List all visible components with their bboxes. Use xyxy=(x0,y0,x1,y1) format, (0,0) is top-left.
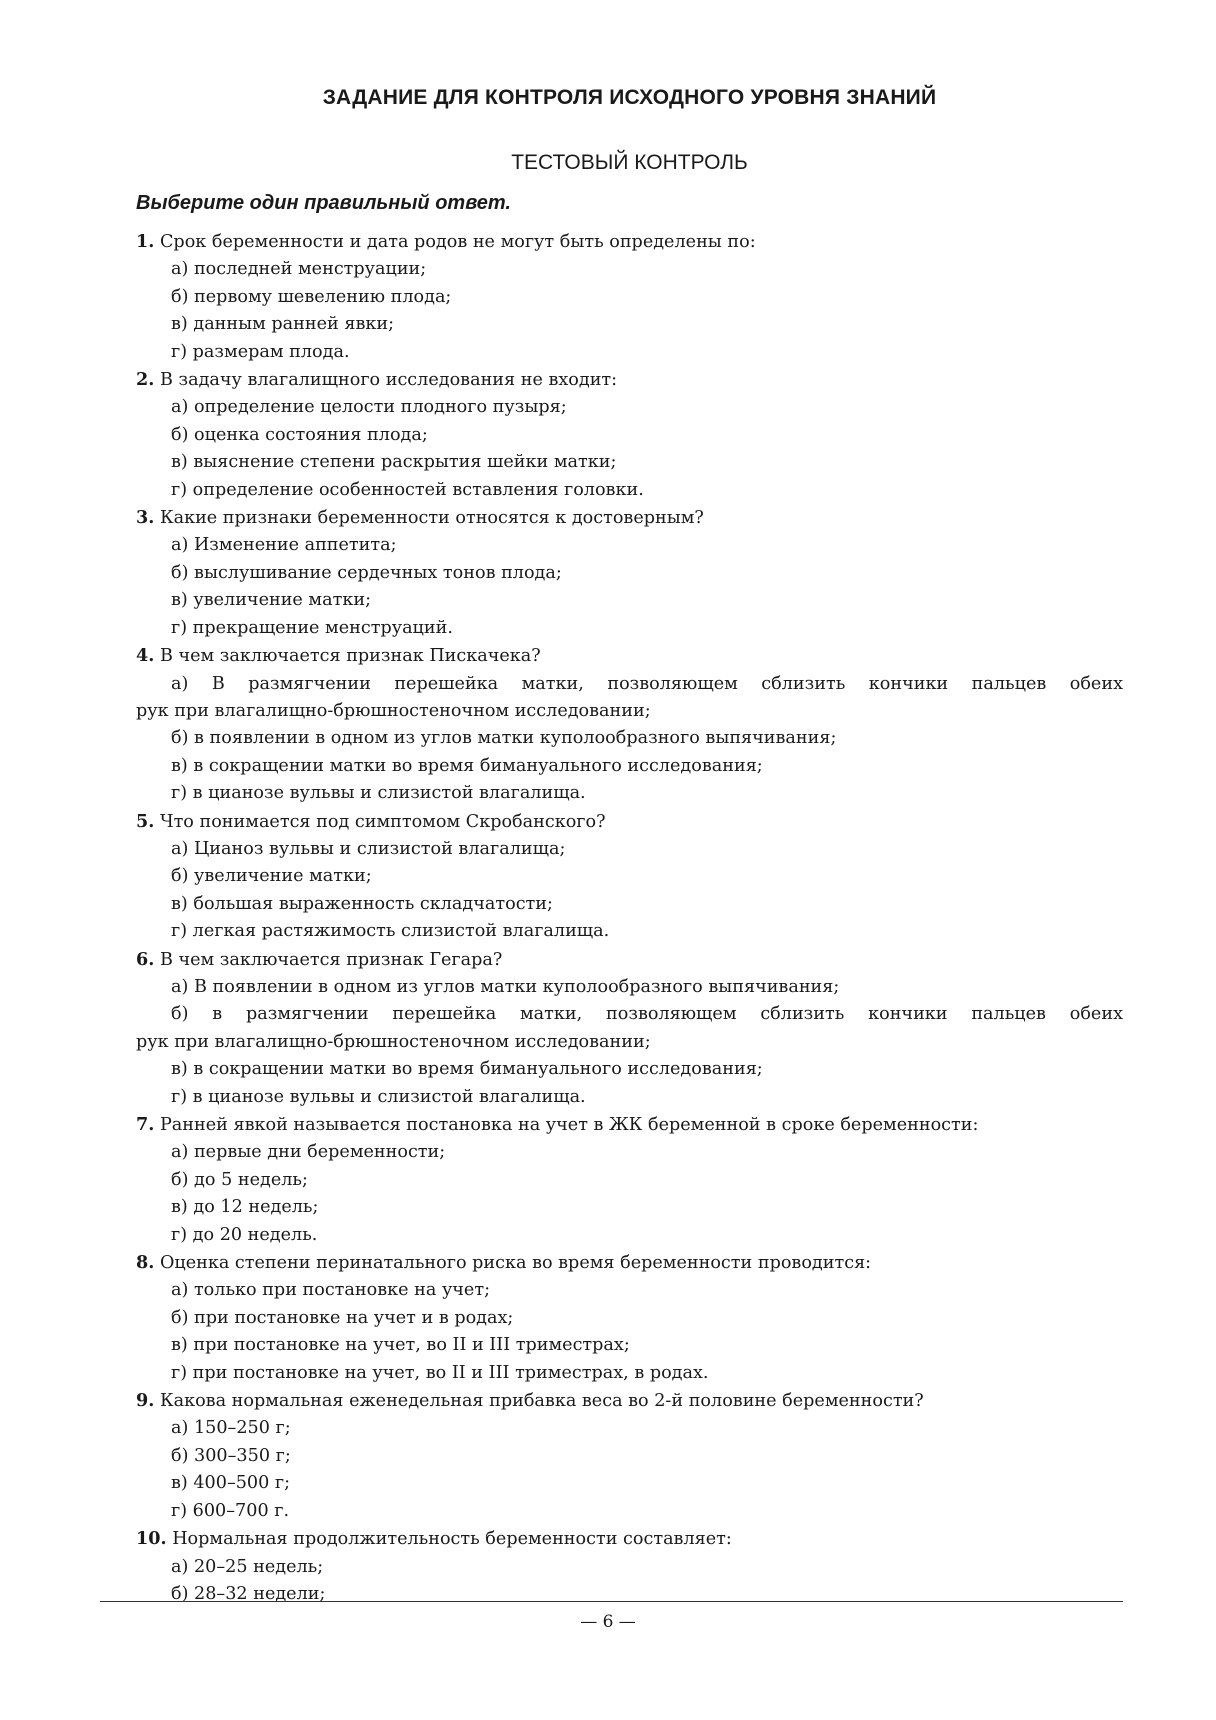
questions-list xyxy=(136,228,1123,1608)
question-text xyxy=(136,1525,1123,1553)
question-text xyxy=(136,228,1123,256)
answer-option-continuation: рук при влагалищно-брюшностеночном исследовании; xyxy=(136,700,651,721)
answer-option: в) в сокращении матки во время бимануального исследования; xyxy=(171,755,763,776)
instruction-text: Выберите один правильный ответ. xyxy=(136,192,511,214)
question-stem: Нормальная продолжительность беременности составляет: xyxy=(172,1529,732,1550)
answer-option: а) последней менструации; xyxy=(171,259,427,280)
question-text xyxy=(136,642,1123,670)
answer-option: в) до 12 недель; xyxy=(171,1197,319,1218)
answer-option: в) выяснение степени раскрытия шейки матки; xyxy=(171,452,617,473)
answer-option: б) в появлении в одном из углов матки куполообразного выпячивания; xyxy=(171,728,837,749)
answer-option: б) до 5 недель; xyxy=(171,1169,308,1190)
question-6 xyxy=(136,946,1123,1111)
answer-option: г) в цианозе вульвы и слизистой влагалища. xyxy=(171,783,586,804)
question-3 xyxy=(136,504,1123,642)
page-number: — 6 — xyxy=(580,1612,636,1632)
section-subtitle: ТЕСТОВЫЙ КОНТРОЛЬ xyxy=(511,151,748,174)
answer-option: б) выслушивание сердечных тонов плода; xyxy=(171,562,562,583)
document-page xyxy=(136,0,1123,1720)
answer-option: г) прекращение менструаций. xyxy=(171,617,453,638)
question-stem: В чем заключается признак Пискачека? xyxy=(159,646,541,667)
question-stem: В задачу влагалищного исследования не входит: xyxy=(159,370,618,391)
question-number: 3. xyxy=(136,507,155,529)
question-7 xyxy=(136,1111,1123,1249)
question-text xyxy=(136,366,1123,394)
answer-option: в) при постановке на учет, во II и III триместрах; xyxy=(171,1335,630,1356)
answer-option: б) в размягчении перешейка матки, позволяющем сблизить кончики пальцев обеих xyxy=(171,1004,1123,1025)
question-number: 9. xyxy=(136,1390,155,1412)
question-number: 8. xyxy=(136,1252,155,1274)
question-8 xyxy=(136,1249,1123,1387)
answer-option: а) 20–25 недель; xyxy=(171,1556,324,1577)
answer-option: а) определение целости плодного пузыря; xyxy=(171,397,567,418)
question-stem: Ранней явкой называется постановка на учет в ЖК беременной в сроке беременности: xyxy=(159,1115,979,1135)
question-number: 5. xyxy=(136,810,155,832)
question-number: 2. xyxy=(136,369,155,391)
question-text xyxy=(136,808,1123,836)
answer-option: а) 150–250 г; xyxy=(171,1418,291,1439)
footer-divider xyxy=(100,1601,1123,1602)
question-text xyxy=(136,946,1123,974)
answer-option: а) Изменение аппетита; xyxy=(171,535,397,556)
question-number: 6. xyxy=(136,948,155,970)
answer-option: б) 28–32 недели; xyxy=(171,1583,326,1604)
answer-option: б) при постановке на учет и в родах; xyxy=(171,1307,514,1328)
answer-option: а) В появлении в одном из углов матки куполообразного выпячивания; xyxy=(171,976,840,997)
answer-option: г) 600–700 г. xyxy=(171,1500,290,1521)
question-4 xyxy=(136,642,1123,807)
answer-option: в) 400–500 г; xyxy=(171,1473,291,1494)
question-text xyxy=(136,504,1123,532)
question-text xyxy=(136,1111,1123,1139)
question-text xyxy=(136,1249,1123,1277)
question-stem: Что понимается под симптомом Скробанского? xyxy=(159,811,606,832)
question-text xyxy=(136,1387,1123,1415)
question-2 xyxy=(136,366,1123,504)
answer-option: а) только при постановке на учет; xyxy=(171,1280,490,1301)
answer-option: а) В размягчении перешейка матки, позволяющем сблизить кончики пальцев обеих xyxy=(171,673,1123,694)
question-stem: Срок беременности и дата родов не могут быть определены по: xyxy=(159,232,756,252)
answer-option: г) легкая растяжимость слизистой влагалища. xyxy=(171,921,610,942)
answer-option: г) в цианозе вульвы и слизистой влагалища. xyxy=(171,1086,586,1107)
question-stem: Какие признаки беременности относятся к достоверным? xyxy=(159,508,704,529)
question-number: 7. xyxy=(136,1114,155,1135)
page-title: ЗАДАНИЕ ДЛЯ КОНТРОЛЯ ИСХОДНОГО УРОВНЯ ЗНАНИЙ xyxy=(322,86,937,109)
question-number: 4. xyxy=(136,645,155,667)
question-stem: Оценка степени перинатального риска во время беременности проводится: xyxy=(159,1253,872,1274)
answer-option: г) при постановке на учет, во II и III триместрах, в родах. xyxy=(171,1362,709,1383)
answer-option: а) Цианоз вульвы и слизистой влагалища; xyxy=(171,838,566,859)
question-5 xyxy=(136,808,1123,946)
question-number: 1. xyxy=(136,231,155,252)
question-number: 10. xyxy=(136,1528,167,1550)
answer-option: в) большая выраженность складчатости; xyxy=(171,893,553,914)
answer-option: б) 300–350 г; xyxy=(171,1445,291,1466)
question-stem: Какова нормальная еженедельная прибавка веса во 2-й половине беременности? xyxy=(159,1391,924,1412)
answer-option: в) в сокращении матки во время бимануального исследования; xyxy=(171,1059,763,1080)
answer-option: б) оценка состояния плода; xyxy=(171,424,428,445)
answer-option: б) первому шевелению плода; xyxy=(171,286,452,307)
answer-option: г) до 20 недель. xyxy=(171,1224,318,1245)
question-9 xyxy=(136,1387,1123,1525)
answer-option-continuation: рук при влагалищно-брюшностеночном исследовании; xyxy=(136,1031,651,1052)
answer-option: в) увеличение матки; xyxy=(171,590,371,611)
answer-option: в) данным ранней явки; xyxy=(171,314,395,335)
answer-option: б) увеличение матки; xyxy=(171,866,372,887)
answer-option: г) размерам плода. xyxy=(171,341,350,362)
answer-option: а) первые дни беременности; xyxy=(171,1142,446,1163)
question-10 xyxy=(136,1525,1123,1608)
question-1 xyxy=(136,228,1123,366)
answer-option: г) определение особенностей вставления головки. xyxy=(171,479,644,500)
question-stem: В чем заключается признак Гегара? xyxy=(159,949,503,970)
